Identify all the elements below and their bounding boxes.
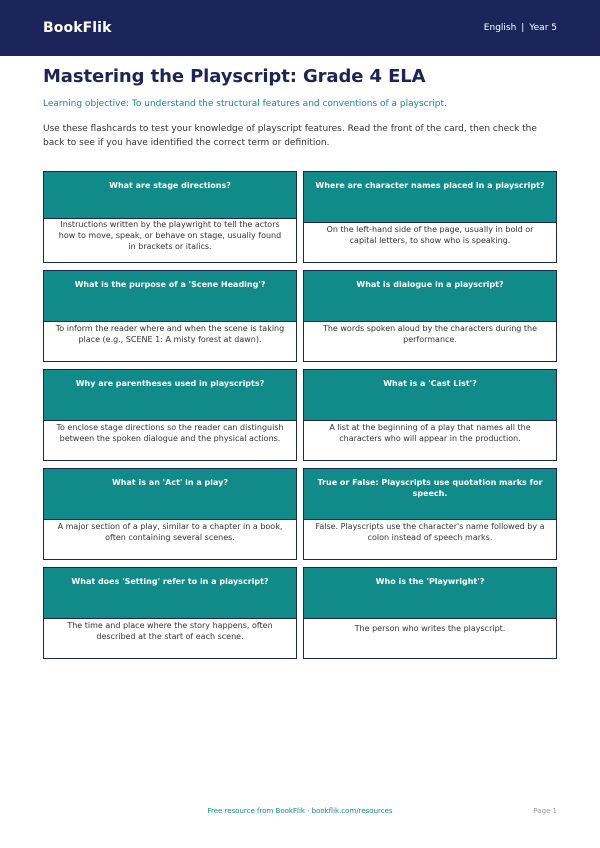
page-footer bbox=[0, 807, 600, 819]
card-front: What is a 'Cast List'? bbox=[304, 370, 556, 420]
card-front: True or False: Playscripts use quotation marks for speech. bbox=[304, 469, 556, 519]
page-title: Mastering the Playscript: Grade 4 ELA bbox=[43, 66, 426, 87]
learning-objective: Learning objective: To understand the structural features and conventions of a playscript. bbox=[43, 99, 447, 109]
flashcard[interactable] bbox=[43, 468, 297, 560]
card-back: The words spoken aloud by the characters during the performance. bbox=[304, 321, 556, 361]
flashcard[interactable] bbox=[303, 468, 557, 560]
card-front: What are stage directions? bbox=[44, 172, 296, 222]
meta-separator: | bbox=[521, 23, 525, 33]
flashcard[interactable] bbox=[43, 369, 297, 461]
card-front: What is the purpose of a 'Scene Heading'? bbox=[44, 271, 296, 321]
card-back: False. Playscripts use the character's name followed by a colon instead of speech marks. bbox=[304, 519, 556, 559]
card-front: What is an 'Act' in a play? bbox=[44, 469, 296, 519]
flashcard[interactable] bbox=[43, 567, 297, 659]
flashcard[interactable] bbox=[303, 171, 557, 263]
site-header bbox=[0, 0, 600, 56]
card-back: A list at the beginning of a play that names all the characters who will appear in the production. bbox=[304, 420, 556, 460]
card-back: The person who writes the playscript. bbox=[304, 618, 556, 658]
card-front: What is dialogue in a playscript? bbox=[304, 271, 556, 321]
year-label: Year 5 bbox=[529, 23, 557, 33]
flashcard[interactable] bbox=[303, 567, 557, 659]
flashcard[interactable] bbox=[43, 270, 297, 362]
card-front: What does 'Setting' refer to in a playscript? bbox=[44, 568, 296, 618]
flashcard-grid bbox=[43, 171, 557, 659]
header-meta bbox=[484, 23, 557, 33]
card-front: Why are parentheses used in playscripts? bbox=[44, 370, 296, 420]
card-back: On the left-hand side of the page, usually in bold or capital letters, to show who is speaking. bbox=[304, 222, 556, 262]
intro-text: Use these flashcards to test your knowledge of playscript features. Read the front of the card, then check the back to see if you have identified the correct term or definition. bbox=[43, 124, 537, 148]
card-front: Who is the 'Playwright'? bbox=[304, 568, 556, 618]
page-number: Page 1 bbox=[533, 807, 557, 815]
flashcard[interactable] bbox=[303, 369, 557, 461]
card-back: A major section of a play, similar to a chapter in a book, often containing several scenes. bbox=[44, 519, 296, 559]
flashcard[interactable] bbox=[303, 270, 557, 362]
footer-link[interactable]: Free resource from BookFlik · bookflik.com/resources bbox=[207, 807, 393, 815]
subject-label: English bbox=[483, 23, 517, 33]
card-back: The time and place where the story happens, often described at the start of each scene. bbox=[44, 618, 296, 658]
main-content bbox=[0, 67, 600, 150]
card-back: To enclose stage directions so the reader can distinguish between the spoken dialogue and the physical actions. bbox=[44, 420, 296, 460]
card-back: To inform the reader where and when the scene is taking place (e.g., SCENE 1: A misty forest at dawn). bbox=[44, 321, 296, 361]
card-back: Instructions written by the playwright to tell the actors how to move, speak, or behave on stage, usually found in brackets or italics. bbox=[44, 218, 296, 262]
flashcard[interactable] bbox=[43, 171, 297, 263]
card-front: Where are character names placed in a playscript? bbox=[304, 172, 556, 222]
brand-logo[interactable]: BookFlik bbox=[43, 20, 112, 36]
